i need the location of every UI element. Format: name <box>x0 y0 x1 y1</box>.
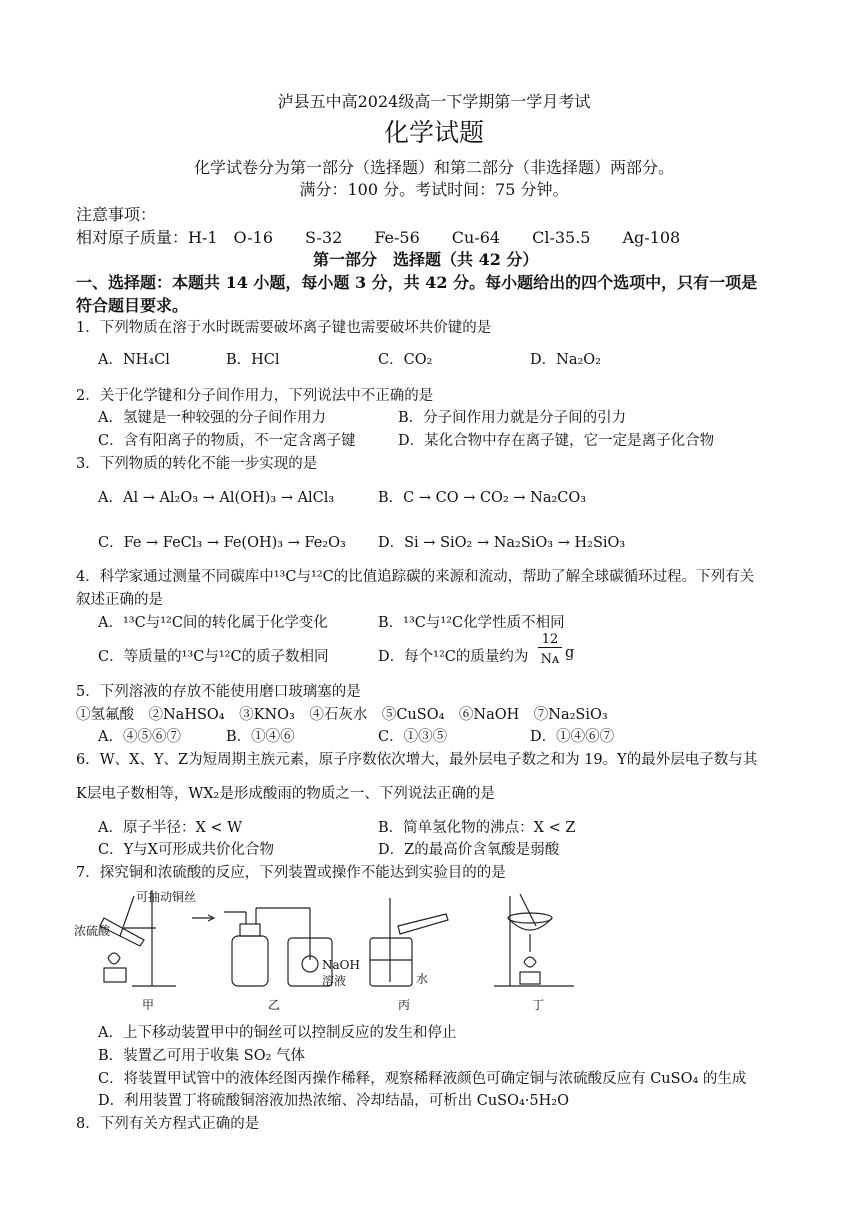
section-instruction-1: 一、选择题：本题共 14 小题，每小题 3 分，共 42 分。每小题给出的四个选项中，只有一项是 <box>76 273 758 292</box>
q7-option-b: B．装置乙可用于收集 SO₂ 气体 <box>98 1048 306 1064</box>
section-instruction-2: 符合题目要求。 <box>76 296 189 315</box>
label-naoh: NaOH <box>322 958 360 972</box>
q6-stem-1: 6．W、X、Y、Z为短周期主族元素，原子序数依次增大，最外层电子数之和为 19。Y的最外层电子数与其 <box>76 752 758 768</box>
q3-option-a: A．Al → Al₂O₃ → Al(OH)₃ → AlCl₃ <box>98 490 335 506</box>
q4-option-c: C．等质量的¹³C与¹²C的质子数相同 <box>98 649 329 665</box>
apparatus-drawing <box>74 888 634 1014</box>
q3-option-b: B．C → CO → CO₂ → Na₂CO₃ <box>378 490 587 506</box>
q2-option-d: D．某化合物中存在离子键，它一定是离子化合物 <box>398 433 715 449</box>
q3-option-d: D．Si → SiO₂ → Na₂SiO₃ → H₂SiO₃ <box>378 535 626 551</box>
q2-option-a: A．氢键是一种较强的分子间作用力 <box>98 410 326 426</box>
q4-fraction-numerator: 12 <box>538 632 562 648</box>
q4-option-d: D．每个¹²C的质量约为 <box>378 649 529 665</box>
q7-stem: 7．探究铜和浓硫酸的反应，下列装置或操作不能达到实验目的的是 <box>76 865 506 881</box>
q7-option-d: D．利用装置丁将硫酸铜溶液加热浓缩、冷却结晶，可析出 CuSO₄·5H₂O <box>98 1093 569 1109</box>
notice-heading: 注意事项： <box>76 205 157 224</box>
label-conc-acid: 浓硫酸 <box>74 924 111 938</box>
q6-option-b: B．简单氢化物的沸点：X < Z <box>378 820 576 836</box>
q4-stem-2: 叙述正确的是 <box>76 592 163 608</box>
q4-stem-1: 4．科学家通过测量不同碳库中¹³C与¹²C的比值追踪碳的来源和流动，帮助了解全球碳循环过程。下列有关 <box>76 569 755 585</box>
label-ding: 丁 <box>532 998 545 1012</box>
atomic-mass-line: 相对原子质量：H-1 O-16 S-32 Fe-56 Cu-64 Cl-35.5 Ag-108 <box>76 228 681 247</box>
q6-option-c: C．Y与X可形成共价化合物 <box>98 842 274 858</box>
label-jia: 甲 <box>142 998 155 1012</box>
q1-option-b: B．HCl <box>226 352 280 368</box>
exam-intro: 化学试卷分为第一部分（选择题）和第二部分（非选择题）两部分。 <box>193 158 674 177</box>
q6-option-d: D．Z的最高价含氧酸是弱酸 <box>378 842 560 858</box>
q1-option-c: C．CO₂ <box>378 352 433 368</box>
q4-fraction-unit: g <box>565 645 575 661</box>
score-time: 满分：100 分。考试时间：75 分钟。 <box>299 180 569 199</box>
q5-stem: 5．下列溶液的存放不能使用磨口玻璃塞的是 <box>76 684 361 700</box>
q6-option-a: A．原子半径：X < W <box>98 820 243 836</box>
q7-option-a: A．上下移动装置甲中的铜丝可以控制反应的发生和停止 <box>98 1025 457 1041</box>
label-yi: 乙 <box>268 998 281 1012</box>
q7-apparatus-figure <box>74 888 634 1014</box>
q3-stem: 3．下列物质的转化不能一步实现的是 <box>76 456 318 472</box>
q2-stem: 2．关于化学键和分子间作用力，下列说法中不正确的是 <box>76 388 434 404</box>
q6-stem-2: K层电子数相等，WX₂是形成酸雨的物质之一、下列说法正确的是 <box>76 786 495 802</box>
q5-option-b: B．①④⑥ <box>226 729 295 745</box>
q5-items: ①氢氟酸 ②NaHSO₄ ③KNO₃ ④石灰水 ⑤CuSO₄ ⑥NaOH ⑦Na₂SiO₃ <box>76 707 608 723</box>
q4-option-b: B．¹³C与¹²C化学性质不相同 <box>378 615 565 631</box>
q8-stem: 8．下列有关方程式正确的是 <box>76 1116 260 1132</box>
q7-option-c: C．将装置甲试管中的液体经图丙操作稀释，观察稀释液颜色可确定铜与浓硫酸反应有 CuSO₄ 的生成 <box>98 1071 747 1087</box>
label-movable-wire: 可抽动铜丝 <box>136 890 197 904</box>
label-naoh-solution: 溶液 <box>322 974 347 988</box>
q1-option-d: D．Na₂O₂ <box>530 352 601 368</box>
q4-fraction-denominator: Nᴀ <box>540 652 560 667</box>
q3-option-c: C．Fe → FeCl₃ → Fe(OH)₃ → Fe₂O₃ <box>98 535 346 551</box>
q1-stem: 1．下列物质在溶于水时既需要破坏离子键也需要破坏共价键的是 <box>76 320 492 336</box>
q4-option-a: A．¹³C与¹²C间的转化属于化学变化 <box>98 615 328 631</box>
label-water: 水 <box>416 972 429 986</box>
q2-option-c: C．含有阳离子的物质，不一定含离子键 <box>98 433 356 449</box>
label-bing: 丙 <box>398 998 411 1012</box>
q5-option-c: C．①③⑤ <box>378 729 448 745</box>
part1-title: 第一部分 选择题（共 42 分） <box>313 250 539 269</box>
school-line: 泸县五中高2024级高一下学期第一学月考试 <box>277 92 591 111</box>
q2-option-b: B．分子间作用力就是分子间的引力 <box>398 410 627 426</box>
q1-option-a: A．NH₄Cl <box>98 352 170 368</box>
page-title: 化学试题 <box>383 118 484 147</box>
q5-option-d: D．①④⑥⑦ <box>530 729 615 745</box>
q5-option-a: A．④⑤⑥⑦ <box>98 729 181 745</box>
